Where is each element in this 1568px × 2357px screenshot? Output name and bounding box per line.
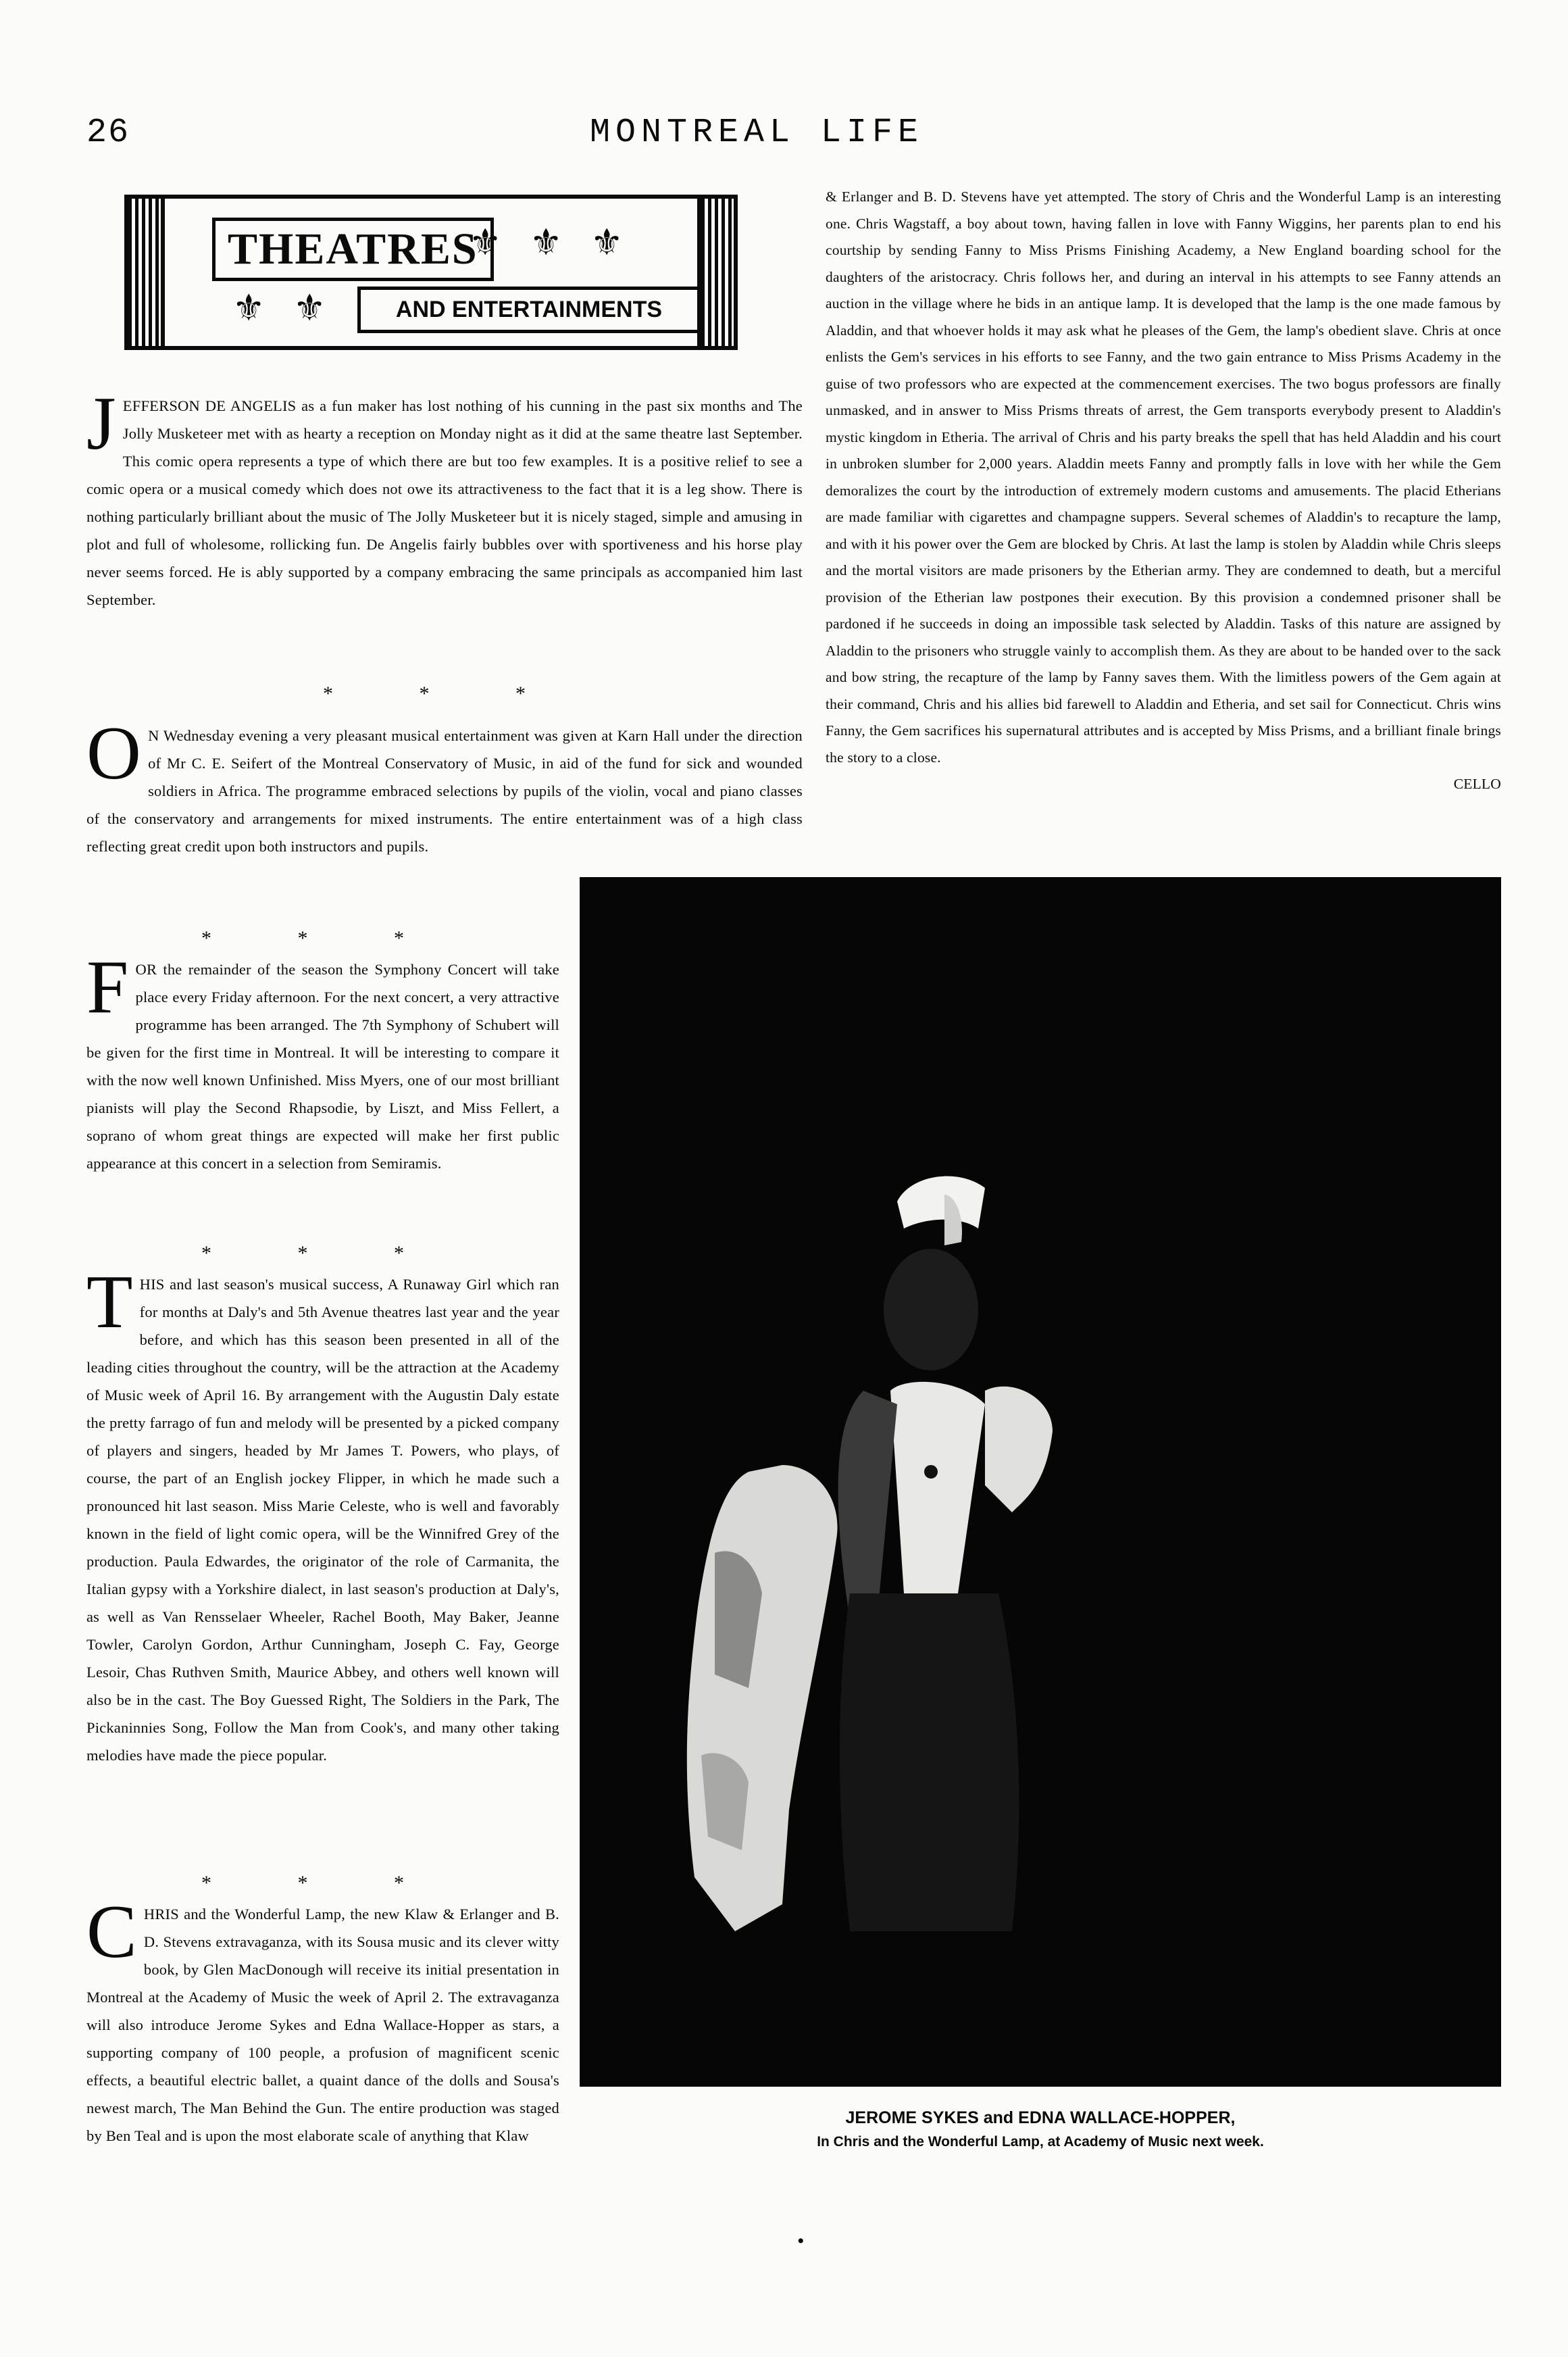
article-wednesday — [86, 712, 803, 860]
article-text: HIS and last season's musical success, A Runaway Girl which ran for months at Daly's and 5th Avenue theatres last year and the year before, and which has this season been presented in all of the leading cities throughout the country, will be the attraction at the Academy of Music week of April 16. By arrangement with the Augustin Daly estate the pretty farrago of fun and melody will be presented by a picked company of players and singers, headed by Mr James T. Powers, who plays, of course, the part of an English jockey Flipper, in which he made such a pronounced hit last season. Miss Marie Celeste, who is well and favorably known in the field of light comic opera, will be the Winnifred Grey of the production. Paula Edwardes, the originator of the role of Carmanita, the Italian gypsy with a Yorkshire dialect, in last season's production at Daly's, as well as Van Rensselaer Wheeler, Rachel Booth, May Baker, Jeanne Towler, Carolyn Gordon, Arthur Cunningham, Joseph C. Fay, George Lesoir, Chas Ruthven Smith, Maurice Abbey, and others well known will also be in the cast. The Boy Guessed Right, The Soldiers in the Park, The Pickaninnies Song, Follow the Man from Cook's, and many other taking melodies have made the piece popular. — [86, 1276, 559, 1764]
dropcap: F — [86, 945, 129, 1029]
photograph-figures — [580, 877, 1501, 2087]
fleur-de-lis-icon: ⚜ — [232, 288, 265, 328]
article-text: & Erlanger and B. D. Stevens have yet attempted. The story of Chris and the Wonderful Lamp is an interesting one. Chris Wagstaff, a boy about town, having fallen in love with Fanny Wiggins, her parents plan to end his courtship by sending Fanny to Miss Prisms Finishing Academy, a New England boarding school for the daughters of the aristocracy. Chris follows her, and during an interval in his attempts to see Fanny attends an auction in the village where he bids in an antique lamp. It is developed that the lamp is the one made famous by Aladdin, and that whoever holds it may ask what he pleases of the Gem, the lamp's obedient slave. Chris at once enlists the Gem's services in his efforts to see Fanny, and the two gain entrance to Miss Prisms Academy in the guise of two professors who are expected at the commencement exercises. The two bogus professors are finally unmasked, and in answer to Miss Prisms threats of arrest, the Gem transports everybody present to Aladdin's mystic kingdom in Etheria. The arrival of Chris and his party breaks the spell that has held Aladdin and his court in unbroken slumber for 2,000 years. Aladdin meets Fanny and promptly falls in love with her while the Gem demoralizes the court by the introduction of extremely modern customs and amusements. The placid Etherians are made familiar with cigarettes and champagne suppers. Several schemes of Aladdin's to recapture the lamp, and with it his power over the Gem are blocked by Chris. At last the lamp is stolen by Aladdin while Chris sleeps and the mortal visitors are made prisoners by the Etherian army. They are condemned to death, but a merciful provision of the Etherian law postpones their execution. By this provision a condemned prisoner shall be pardoned if he succeeds in doing an impossible task selected by Aladdin. Tasks of this nature are assigned by Aladdin to the prisoners who struggle vainly to accomplish them. As they are about to be handed over to the sack and bow string, the recapture of the lamp by Fanny saves them. With the limitless powers of the Gem again at their command, Chris and his allies bid farewell to Aladdin and Etheria, and set sail for Connecticut. Chris wins Fanny, the Gem sacrifices his supernatural attributes and is accepted by Miss Prisms, and a brilliant finale brings the story to a close. — [826, 189, 1501, 766]
fleur-de-lis-icon: ⚜ — [530, 222, 563, 263]
separator: * * * — [323, 683, 566, 705]
photo-caption-subtitle: In Chris and the Wonderful Lamp, at Academy of Music next week. — [817, 2134, 1264, 2150]
fleur-de-lis-icon: ⚜ — [469, 222, 502, 263]
article-text: N Wednesday evening a very pleasant musical entertainment was given at Karn Hall under the direction of Mr C. E. Seifert of the Montreal Conservatory of Music, in aid of the fund for sick and wounded soldiers in Africa. The programme embraced selections by pupils of the violin, vocal and piano classes of the conservatory and arrangements for mixed instruments. The entire entertainment was of a high class reflecting great credit upon both instructors and pupils. — [86, 727, 803, 855]
dropcap: C — [86, 1890, 137, 1974]
article-chris-continued — [826, 184, 1501, 798]
article-symphony — [86, 945, 559, 1177]
author-signature: CELLO — [1453, 776, 1501, 792]
fleur-de-lis-icon: ⚜ — [590, 222, 624, 263]
section-banner — [147, 195, 715, 350]
running-title: MONTREAL LIFE — [589, 114, 924, 152]
article-text: HRIS and the Wonderful Lamp, the new Klaw & Erlanger and B. D. Stevens extravaganza, with its Sousa music and its clever witty book, by Glen MacDonough will receive its initial presentation in Montreal at the Academy of Music the week of April 2. The extravaganza will also introduce Jerome Sykes and Edna Wallace-Hopper as stars, a supporting company of 100 people, a profusion of magnificent scenic effects, a beautiful electric ballet, a quaint dance of the dolls and Sousa's newest march, The Man Behind the Gun. The entire production was staged by Ben Teal and is upon the most elaborate scale of anything that Klaw — [86, 1906, 559, 2144]
page-number: 26 — [86, 114, 130, 152]
separator: * * * — [201, 1872, 445, 1894]
dropcap: T — [86, 1260, 133, 1344]
article-chris — [86, 1890, 559, 2150]
article-jefferson — [86, 382, 803, 614]
article-text: EFFERSON DE ANGELIS as a fun maker has lost nothing of his cunning in the past six months and The Jolly Musketeer met with as hearty a reception on Monday night as it did at the same theatre last September. This comic opera represents a type of which there are but too few examples. It is a positive relief to see a comic opera or a musical comedy which does not owe its attractiveness to the fact that it is a leg show. There is nothing particularly brilliant about the music of The Jolly Musketeer but it is nicely staged, simple and amusing in plot and full of wholesome, rollicking fun. De Angelis fairly bubbles over with sportiveness and his horse play never seems forced. He is ably supported by a company embracing the same principals as accompanied him last September. — [86, 397, 803, 608]
dropcap: J — [86, 382, 116, 466]
banner-subtitle: AND ENTERTAINMENTS — [357, 287, 701, 333]
fleur-de-lis-icon: ⚜ — [293, 288, 326, 328]
banner-title: THEATRES — [212, 218, 494, 281]
article-runaway-girl — [86, 1260, 559, 1769]
photograph — [580, 877, 1501, 2087]
separator: * * * — [201, 927, 445, 949]
article-text: OR the remainder of the season the Symphony Concert will take place every Friday afternoon. For the next concert, a very attractive programme has been arranged. The 7th Symphony of Schubert will be given for the first time in Montreal. It will be interesting to compare it with the now well known Unfinished. Miss Myers, one of our most brilliant pianists will play the Second Rhapsodie, by Liszt, and Miss Fellert, a soprano of whom great things are expected will make her first public appearance at this concert in a selection from Semiramis. — [86, 961, 559, 1172]
dropcap: O — [86, 712, 142, 795]
banner-scroll-left — [124, 195, 165, 350]
photo-caption-title: JEROME SYKES and EDNA WALLACE-HOPPER, — [845, 2108, 1236, 2127]
banner-scroll-right — [697, 195, 738, 350]
separator: * * * — [201, 1242, 445, 1264]
page-mark: • — [797, 2230, 805, 2252]
